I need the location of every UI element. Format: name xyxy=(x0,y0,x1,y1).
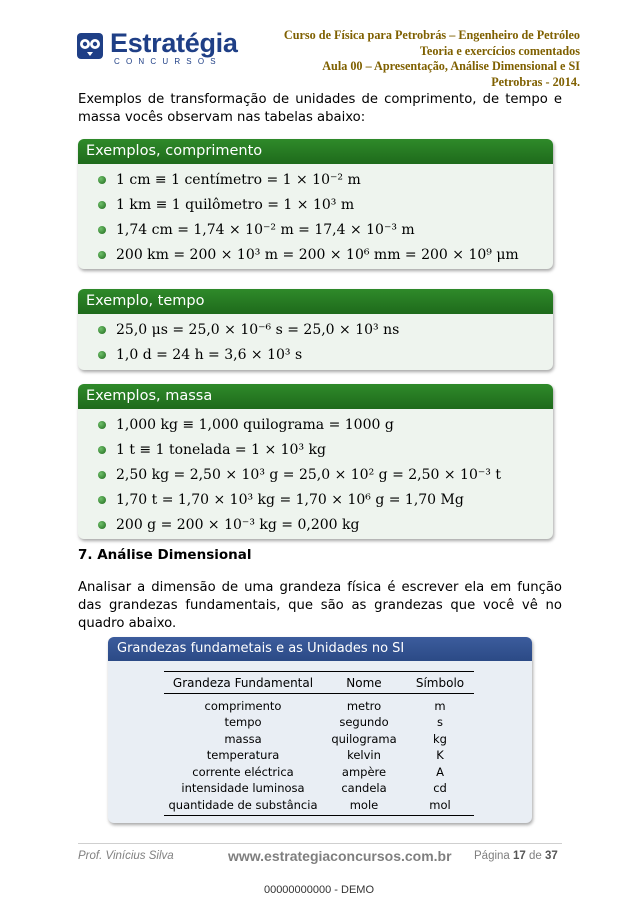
list-item xyxy=(78,218,553,243)
unit-symbol-cell: kg xyxy=(433,731,447,746)
unit-symbol-cell: s xyxy=(437,715,443,730)
unit-name-cell: metro xyxy=(346,699,382,713)
example-text: 1,000 kg ≡ 1,000 quilograma = 1000 g xyxy=(116,417,394,433)
unit-symbol-cell: K xyxy=(436,748,444,763)
bullet-icon xyxy=(98,446,106,454)
table-row xyxy=(164,797,474,816)
examples-length-box xyxy=(78,139,553,269)
example-text: 1 km ≡ 1 quilômetro = 1 × 10³ m xyxy=(116,197,355,213)
unit-name-cell: candela xyxy=(341,781,387,796)
footer-divider xyxy=(78,843,562,844)
course-subtitle: Teoria e exercícios comentados xyxy=(419,43,580,58)
table-row xyxy=(164,714,474,731)
example-text: 1,74 cm = 1,74 × 10⁻² m = 17,4 × 10⁻³ m xyxy=(116,222,415,238)
bullet-icon xyxy=(98,226,106,234)
unit-name-cell: kelvin xyxy=(347,748,381,763)
examples-mass-box xyxy=(78,384,553,539)
quantity-cell: quantidade de substância xyxy=(164,797,322,816)
unit-name-cell: quilograma xyxy=(331,731,397,746)
bullet-icon xyxy=(98,471,106,479)
page-current: 17 xyxy=(513,850,526,862)
page-prefix: Página xyxy=(474,850,510,862)
bullet-icon xyxy=(98,421,106,429)
bullet-icon xyxy=(98,496,106,504)
bullet-icon xyxy=(98,201,106,209)
box-title: Exemplo, tempo xyxy=(78,289,553,314)
example-text: 1,0 d = 24 h = 3,6 × 10³ s xyxy=(116,347,303,363)
examples-list xyxy=(78,164,553,269)
quantity-cell: massa xyxy=(224,731,262,746)
quantity-cell: temperatura xyxy=(206,748,280,763)
example-text: 1,70 t = 1,70 × 10³ kg = 1,70 × 10⁶ g = 1,70 Mg xyxy=(116,492,464,508)
table-header-row xyxy=(164,672,474,694)
footer-author: Prof. Vinícius Silva xyxy=(78,850,174,862)
estrategia-logo xyxy=(76,28,236,68)
demo-watermark: 00000000000 - DEMO xyxy=(263,884,375,896)
table-row xyxy=(164,764,474,781)
course-header xyxy=(260,28,580,90)
list-item xyxy=(78,318,553,343)
unit-symbol-cell: cd xyxy=(433,781,447,796)
example-time-box xyxy=(78,289,553,370)
box-title: Exemplos, massa xyxy=(78,384,553,409)
examples-list xyxy=(78,314,553,370)
owl-logo-icon xyxy=(76,31,104,61)
list-item xyxy=(78,463,553,488)
footer-website-link[interactable]: www.estrategiaconcursos.com.br xyxy=(228,848,452,864)
quantity-cell: tempo xyxy=(224,715,262,730)
unit-name-cell: segundo xyxy=(339,715,389,730)
table-row xyxy=(164,731,474,748)
unit-name-cell: ampère xyxy=(341,764,387,779)
quantity-cell: comprimento xyxy=(204,699,282,713)
quantity-cell: intensidade luminosa xyxy=(181,781,305,796)
list-item xyxy=(78,243,553,268)
lesson-title: Aula 00 – Apresentação, Análise Dimensional e SI xyxy=(322,59,580,73)
box-title: Exemplos, comprimento xyxy=(78,139,553,164)
list-item xyxy=(78,413,553,438)
list-item xyxy=(78,168,553,193)
logo-name: Estratégia xyxy=(110,28,238,58)
example-text: 1 t ≡ 1 tonelada = 1 × 10³ kg xyxy=(116,442,326,458)
footer-page-number xyxy=(474,850,558,862)
unit-symbol-cell: m xyxy=(434,699,446,713)
quantity-cell: corrente eléctrica xyxy=(192,764,294,779)
list-item xyxy=(78,193,553,218)
unit-name-cell: mole xyxy=(322,797,406,816)
example-text: 1 cm ≡ 1 centímetro = 1 × 10⁻² m xyxy=(116,172,361,188)
header-quantity: Grandeza Fundamental xyxy=(164,672,322,694)
course-year: Petrobras - 2014. xyxy=(491,74,580,89)
page-total: 37 xyxy=(545,850,558,862)
bullet-icon xyxy=(98,176,106,184)
example-text: 200 km = 200 × 10³ m = 200 × 10⁶ mm = 200 × 10⁹ μm xyxy=(116,247,519,263)
unit-symbol-cell: mol xyxy=(406,797,474,816)
page-separator: de xyxy=(529,850,542,862)
bullet-icon xyxy=(98,251,106,259)
table-row xyxy=(164,694,474,715)
si-box-title: Grandezas fundametais e as Unidades no SI xyxy=(108,637,532,661)
header-symbol: Símbolo xyxy=(406,672,474,694)
section-paragraph: Analisar a dimensão de uma grandeza física é escrever ela em função das grandezas fundamentais, que são as grandezas que você vê no quadro abaixo. xyxy=(78,580,562,631)
list-item xyxy=(78,343,553,368)
section-title: 7. Análise Dimensional xyxy=(78,547,252,563)
si-units-table xyxy=(164,671,474,816)
bullet-icon xyxy=(98,521,106,529)
table-row xyxy=(164,780,474,797)
examples-list xyxy=(78,409,553,539)
list-item xyxy=(78,438,553,463)
example-text: 200 g = 200 × 10⁻³ kg = 0,200 kg xyxy=(116,517,360,533)
logo-subtitle: CONCURSOS xyxy=(114,57,222,66)
header-name: Nome xyxy=(322,672,406,694)
unit-symbol-cell: A xyxy=(436,764,444,779)
example-text: 2,50 kg = 2,50 × 10³ g = 25,0 × 10² g = 2,50 × 10⁻³ t xyxy=(116,467,501,483)
example-text: 25,0 μs = 25,0 × 10⁻⁶ s = 25,0 × 10³ ns xyxy=(116,322,400,338)
table-row xyxy=(164,747,474,764)
course-title: Curso de Física para Petrobrás – Engenheiro de Petróleo xyxy=(283,28,580,42)
list-item xyxy=(78,513,553,538)
bullet-icon xyxy=(98,326,106,334)
intro-paragraph: Exemplos de transformação de unidades de comprimento, de tempo e massa vocês observam nas tabelas abaixo: xyxy=(78,92,562,125)
list-item xyxy=(78,488,553,513)
bullet-icon xyxy=(98,351,106,359)
si-units-box xyxy=(108,637,532,823)
